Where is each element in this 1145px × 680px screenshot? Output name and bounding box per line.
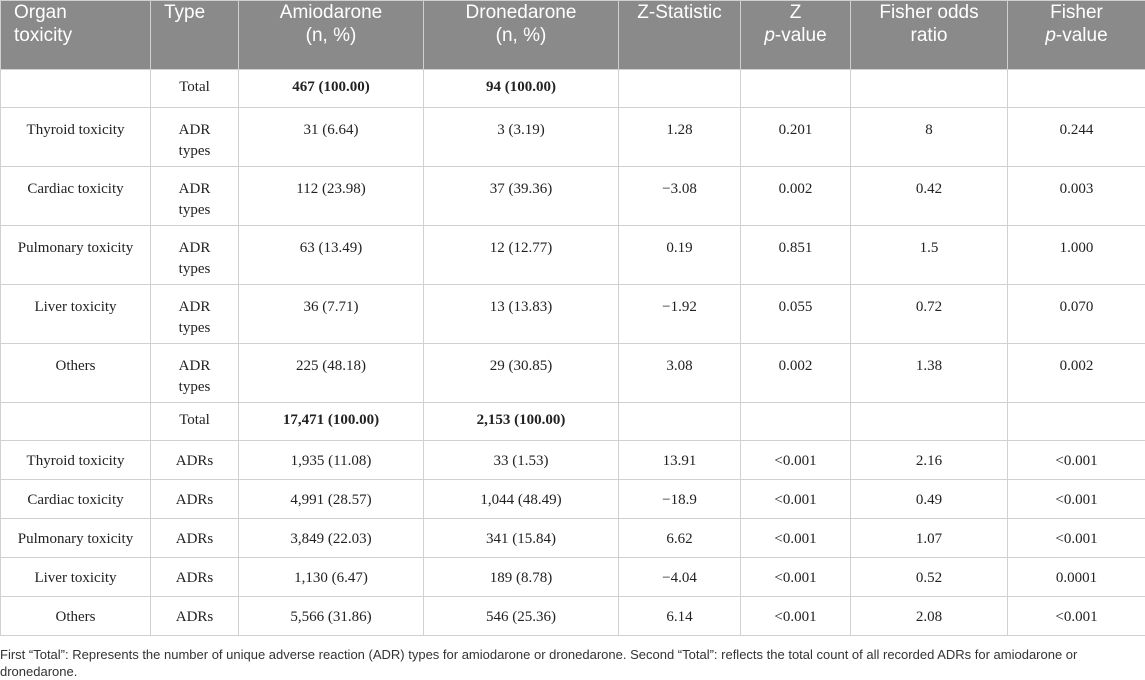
fisher-p-value-cell: 0.244: [1008, 108, 1145, 167]
amiodarone-cell: 112 (23.98): [239, 167, 424, 226]
amiodarone-cell: 31 (6.64): [239, 108, 424, 167]
z-p-value-cell: [741, 403, 851, 441]
table-row: [1, 108, 1145, 167]
header-organ-toxicity: Organ toxicity: [1, 1, 151, 70]
fisher-p-value-cell: <0.001: [1008, 441, 1145, 480]
z-statistic-cell: [619, 70, 741, 108]
organ-cell: Liver toxicity: [1, 558, 151, 597]
fisher-odds-ratio-cell: 2.08: [851, 597, 1008, 636]
organ-cell: Liver toxicity: [1, 285, 151, 344]
type-cell: ADR types: [151, 344, 239, 403]
organ-cell: [1, 403, 151, 441]
z-p-value-cell: 0.851: [741, 226, 851, 285]
fisher-p-value-cell: [1008, 403, 1145, 441]
header-fisher-p-value: Fisher p-value: [1008, 1, 1145, 70]
z-p-value-cell: <0.001: [741, 519, 851, 558]
dronedarone-cell: 37 (39.36): [424, 167, 619, 226]
fisher-p-value-cell: <0.001: [1008, 597, 1145, 636]
z-statistic-cell: 3.08: [619, 344, 741, 403]
type-cell: ADRs: [151, 558, 239, 597]
fisher-odds-ratio-cell: 8: [851, 108, 1008, 167]
table-row: [1, 344, 1145, 403]
amiodarone-cell: 467 (100.00): [239, 70, 424, 108]
organ-cell: Cardiac toxicity: [1, 480, 151, 519]
fisher-p-value-cell: <0.001: [1008, 480, 1145, 519]
amiodarone-cell: 36 (7.71): [239, 285, 424, 344]
table-row: [1, 558, 1145, 597]
fisher-odds-ratio-cell: 0.72: [851, 285, 1008, 344]
z-statistic-cell: 13.91: [619, 441, 741, 480]
fisher-odds-ratio-cell: 1.38: [851, 344, 1008, 403]
header-dronedarone: Dronedarone (n, %): [424, 1, 619, 70]
z-p-value-cell: <0.001: [741, 558, 851, 597]
z-statistic-cell: 6.14: [619, 597, 741, 636]
z-statistic-cell: −18.9: [619, 480, 741, 519]
type-cell: ADR types: [151, 285, 239, 344]
amiodarone-cell: 1,935 (11.08): [239, 441, 424, 480]
dronedarone-cell: 341 (15.84): [424, 519, 619, 558]
amiodarone-cell: 5,566 (31.86): [239, 597, 424, 636]
type-cell: Total: [151, 403, 239, 441]
z-statistic-cell: [619, 403, 741, 441]
type-cell: ADR types: [151, 167, 239, 226]
z-statistic-cell: 6.62: [619, 519, 741, 558]
fisher-odds-ratio-cell: 1.5: [851, 226, 1008, 285]
z-statistic-cell: −3.08: [619, 167, 741, 226]
fisher-p-value-cell: <0.001: [1008, 519, 1145, 558]
z-statistic-cell: −4.04: [619, 558, 741, 597]
z-p-value-cell: 0.055: [741, 285, 851, 344]
dronedarone-cell: 3 (3.19): [424, 108, 619, 167]
z-p-value-cell: <0.001: [741, 441, 851, 480]
table-footnote: First “Total”: Represents the number of unique adverse reaction (ADR) types for amiodarone or dronedarone. Second “Total”: reflects the total count of all recorded ADRs for amiodarone or dronedarone.: [0, 646, 1140, 680]
z-p-value-cell: <0.001: [741, 480, 851, 519]
fisher-p-value-cell: 0.002: [1008, 344, 1145, 403]
header-type: Type: [151, 1, 239, 70]
organ-cell: Thyroid toxicity: [1, 108, 151, 167]
total-row: [1, 70, 1145, 108]
type-cell: ADRs: [151, 441, 239, 480]
table-row: [1, 285, 1145, 344]
dronedarone-cell: 189 (8.78): [424, 558, 619, 597]
dronedarone-cell: 12 (12.77): [424, 226, 619, 285]
fisher-p-value-cell: 0.0001: [1008, 558, 1145, 597]
type-cell: ADR types: [151, 226, 239, 285]
dronedarone-cell: 33 (1.53): [424, 441, 619, 480]
dronedarone-cell: 2,153 (100.00): [424, 403, 619, 441]
table-row: [1, 441, 1145, 480]
type-cell: ADRs: [151, 480, 239, 519]
amiodarone-cell: 225 (48.18): [239, 344, 424, 403]
type-cell: ADRs: [151, 519, 239, 558]
dronedarone-cell: 13 (13.83): [424, 285, 619, 344]
fisher-odds-ratio-cell: 2.16: [851, 441, 1008, 480]
z-p-value-cell: <0.001: [741, 597, 851, 636]
fisher-odds-ratio-cell: 0.52: [851, 558, 1008, 597]
fisher-odds-ratio-cell: [851, 70, 1008, 108]
z-statistic-cell: 0.19: [619, 226, 741, 285]
fisher-p-value-cell: 0.070: [1008, 285, 1145, 344]
amiodarone-cell: 4,991 (28.57): [239, 480, 424, 519]
z-p-value-cell: 0.002: [741, 167, 851, 226]
fisher-odds-ratio-cell: 0.49: [851, 480, 1008, 519]
table-row: [1, 519, 1145, 558]
z-statistic-cell: 1.28: [619, 108, 741, 167]
amiodarone-cell: 63 (13.49): [239, 226, 424, 285]
amiodarone-cell: 1,130 (6.47): [239, 558, 424, 597]
dronedarone-cell: 546 (25.36): [424, 597, 619, 636]
amiodarone-cell: 3,849 (22.03): [239, 519, 424, 558]
header-row: [1, 1, 1145, 70]
type-cell: Total: [151, 70, 239, 108]
fisher-p-value-cell: 1.000: [1008, 226, 1145, 285]
organ-cell: Thyroid toxicity: [1, 441, 151, 480]
fisher-odds-ratio-cell: 1.07: [851, 519, 1008, 558]
dronedarone-cell: 29 (30.85): [424, 344, 619, 403]
organ-cell: [1, 70, 151, 108]
organ-cell: Pulmonary toxicity: [1, 519, 151, 558]
table-row: [1, 597, 1145, 636]
amiodarone-cell: 17,471 (100.00): [239, 403, 424, 441]
dronedarone-cell: 94 (100.00): [424, 70, 619, 108]
z-p-value-cell: 0.201: [741, 108, 851, 167]
table-row: [1, 480, 1145, 519]
type-cell: ADR types: [151, 108, 239, 167]
z-p-value-cell: 0.002: [741, 344, 851, 403]
fisher-odds-ratio-cell: [851, 403, 1008, 441]
header-fisher-odds-ratio: Fisher odds ratio: [851, 1, 1008, 70]
table-row: [1, 226, 1145, 285]
z-statistic-cell: −1.92: [619, 285, 741, 344]
organ-cell: Others: [1, 344, 151, 403]
table-row: [1, 167, 1145, 226]
total-row: [1, 403, 1145, 441]
fisher-p-value-cell: 0.003: [1008, 167, 1145, 226]
organ-cell: Pulmonary toxicity: [1, 226, 151, 285]
header-z-statistic: Z-Statistic: [619, 1, 741, 70]
header-z-p-value: Z p-value: [741, 1, 851, 70]
organ-cell: Others: [1, 597, 151, 636]
fisher-odds-ratio-cell: 0.42: [851, 167, 1008, 226]
dronedarone-cell: 1,044 (48.49): [424, 480, 619, 519]
type-cell: ADRs: [151, 597, 239, 636]
header-amiodarone: Amiodarone (n, %): [239, 1, 424, 70]
fisher-p-value-cell: [1008, 70, 1145, 108]
z-p-value-cell: [741, 70, 851, 108]
organ-cell: Cardiac toxicity: [1, 167, 151, 226]
